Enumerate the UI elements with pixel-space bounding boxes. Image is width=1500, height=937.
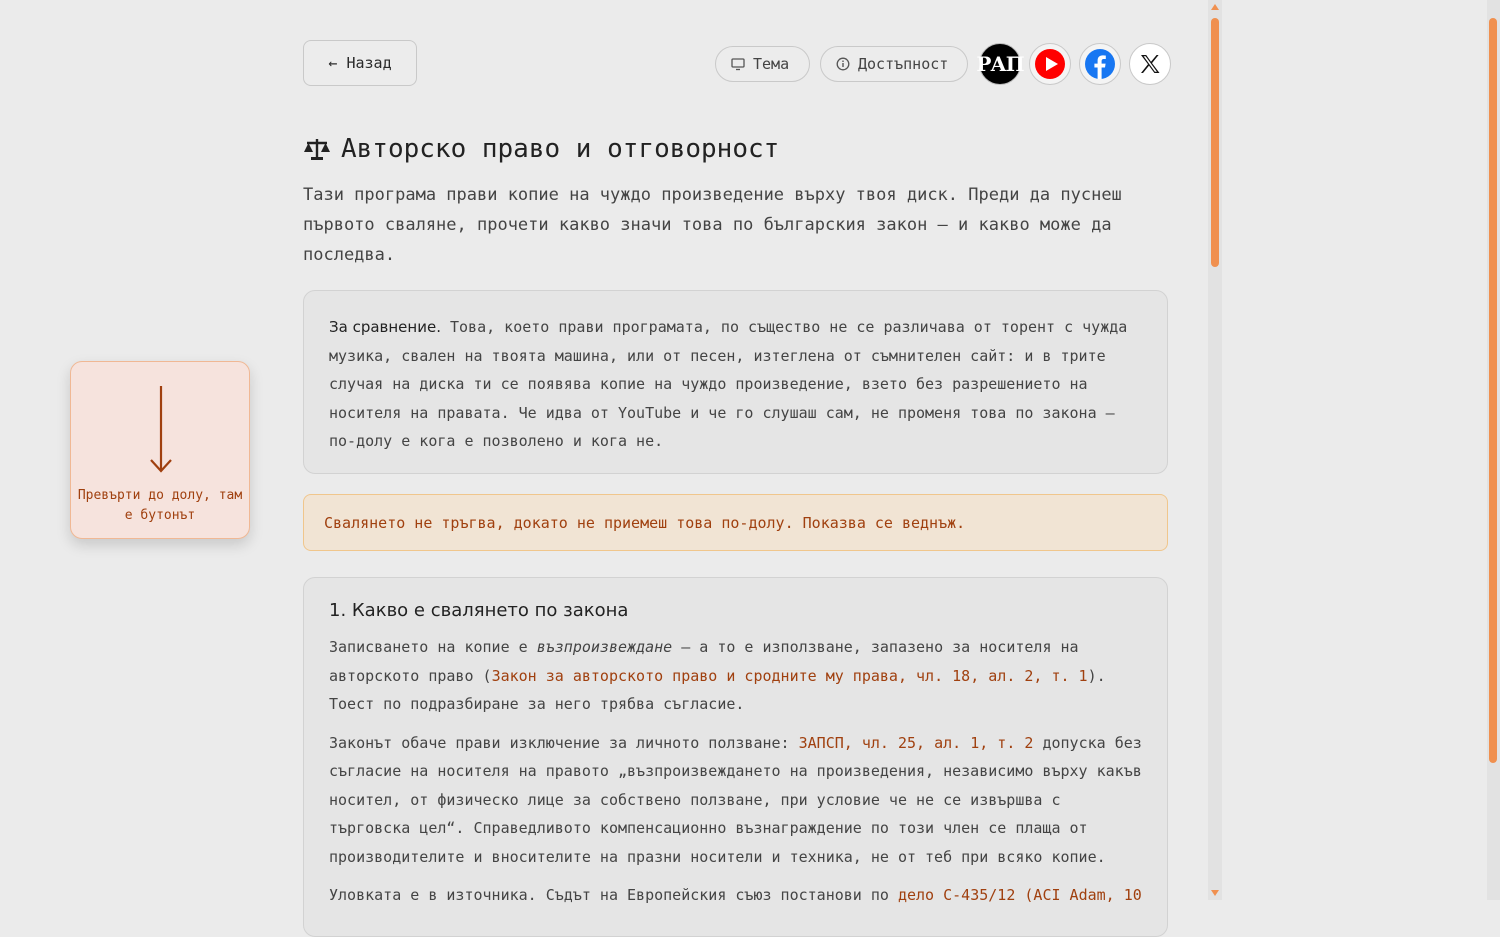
info-icon: [836, 57, 850, 71]
comparison-lead: За сравнение.: [329, 318, 441, 336]
arrow-down-icon: [149, 384, 173, 474]
scroll-hint-card: [70, 361, 250, 539]
x-logo-icon: [1139, 53, 1161, 75]
page-title: [303, 130, 1168, 168]
intro-text: Тази програма прави копие на чуждо произведение върху твоя диск. Преди да пуснеш първото сваляне, прочети какво значи това по българския закон — и какво може да последва.: [303, 185, 1122, 265]
section-legal: [303, 577, 1168, 937]
theme-button-label: Тема: [753, 55, 790, 73]
window-scrollbar[interactable]: [1487, 0, 1500, 900]
monitor-icon: [731, 57, 745, 71]
section-paragraph-2: [329, 729, 1142, 872]
p2-text-b: допуска без съгласие на носителя на правото „възпроизвеждането на произведения, независимо върху какъв носител, от физическо лице за собствено ползване, при условие че не се извършва с търговска цел“. Справедливото компенсационно възнаграждение по този член се плаща от производителите и вносителите на празни носители и техника, не от теб при всяко копие.: [329, 733, 1142, 866]
comparison-box: [303, 290, 1168, 474]
warning-banner: [303, 494, 1168, 551]
accessibility-button[interactable]: [820, 46, 968, 82]
top-navigation: [303, 40, 1173, 88]
page-title-text: Авторско право и отговорност: [341, 134, 780, 164]
youtube-icon: [1034, 48, 1066, 80]
p1-text-b: — а то е използване, запазено за носителя на авторското право (: [329, 638, 1079, 685]
p2-text-a: Законът обаче прави изключение за личното ползване:: [329, 733, 799, 752]
x-link[interactable]: [1129, 43, 1171, 85]
law-link-art25[interactable]: ЗАПСП, чл. 25, ал. 1, т. 2: [798, 733, 1034, 752]
content-scrollbar-thumb[interactable]: [1211, 18, 1219, 267]
section-paragraph-3: [329, 881, 1142, 910]
scroll-hint-text: Превърти до долу, там е бутонът: [77, 488, 243, 523]
facebook-link[interactable]: [1079, 43, 1121, 85]
main-content: [303, 130, 1168, 937]
p1-emphasis: възпроизвеждане: [536, 638, 673, 656]
accessibility-button-label: Достъпност: [858, 55, 949, 73]
back-button[interactable]: [303, 40, 417, 86]
warning-text: Свалянето не тръгва, докато не приемеш това по-долу. Показва се веднъж.: [324, 513, 966, 532]
scroll-up-arrow-icon[interactable]: [1211, 4, 1219, 10]
facebook-icon: [1084, 48, 1116, 80]
p1-text-c: ). Тоест по подразбиране за него трябва съгласие.: [329, 666, 1106, 713]
comparison-text: Това, което прави програмата, по същество не се различава от торент с чужда музика, свален на твоята машина, или от песен, изтеглена от съмнителен сайт: и в трите случая на диска ти се появява копие на чуждо произведение, взето без разрешението на носителя на правата. Че идва от YouTube и че го слушаш сам, не променя това по закона — по-долу е кога е позволено и кога не.: [329, 318, 1128, 450]
rap-logo-icon: РАП: [976, 52, 1024, 76]
case-link-c435[interactable]: дело C-435/12 (ACI Adam, 10: [897, 886, 1142, 904]
rap-link[interactable]: [976, 43, 1024, 85]
p1-text-a: Записването на копие е: [329, 638, 537, 656]
youtube-link[interactable]: [1029, 43, 1071, 85]
p3-text-a: Уловката е в източника. Съдът на Европейския съюз постанови по: [329, 886, 898, 904]
window-scrollbar-thumb[interactable]: [1489, 18, 1497, 763]
section-heading: 1. Какво е свалянето по закона: [329, 600, 629, 621]
theme-button[interactable]: [715, 46, 810, 82]
scroll-down-arrow-icon[interactable]: [1211, 890, 1219, 896]
law-link-art18[interactable]: Закон за авторското право и сродните му права, чл. 18, ал. 2, т. 1: [491, 666, 1088, 685]
content-scrollbar[interactable]: [1208, 0, 1222, 900]
scales-icon: [303, 137, 331, 161]
back-button-label: ← Назад: [328, 54, 392, 72]
section-paragraph-1: [329, 633, 1142, 719]
